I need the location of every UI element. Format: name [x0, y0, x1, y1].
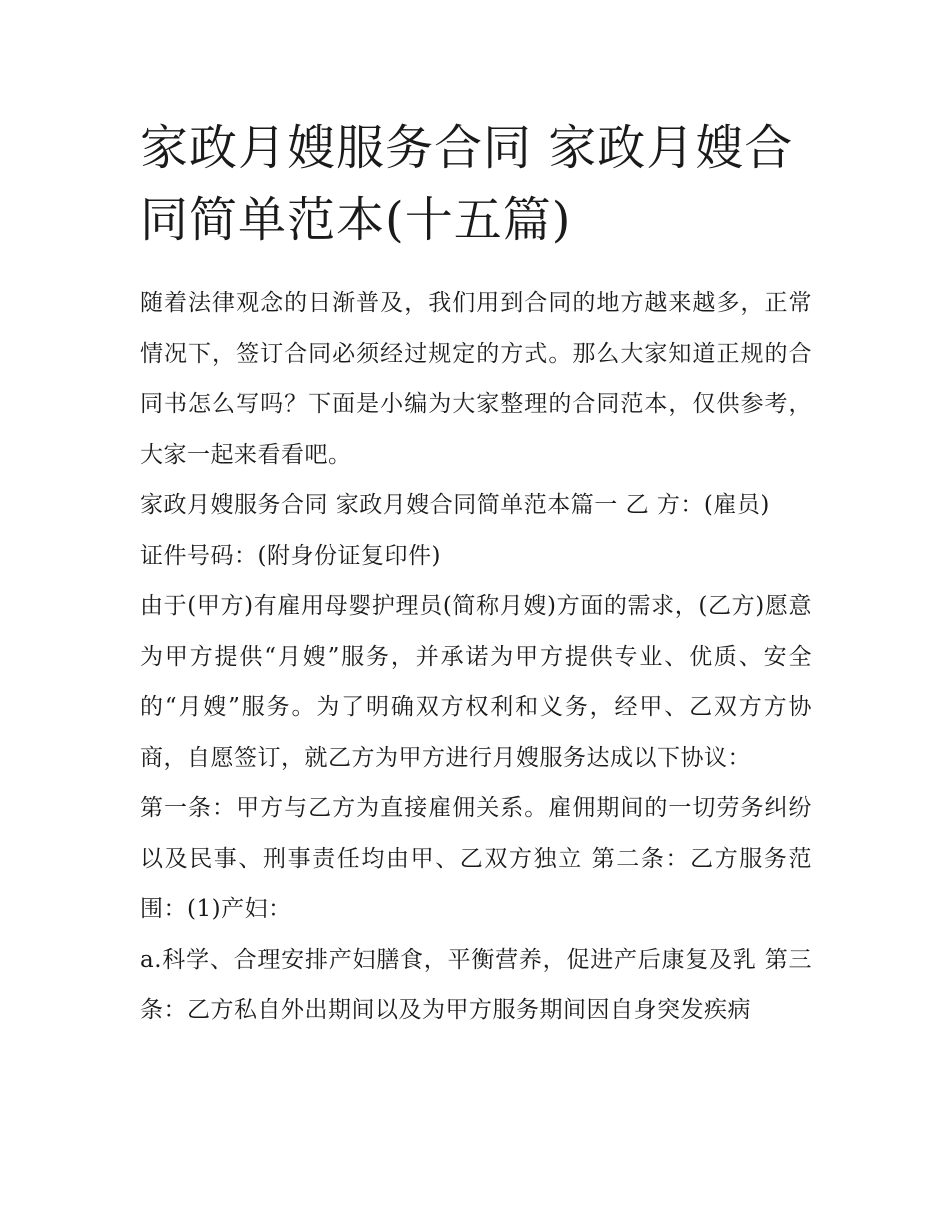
paragraph-preamble: 由于(甲方)有雇用母婴护理员(简称月嫂)方面的需求，(乙方)愿意为甲方提供“月嫂”服务，并承诺为甲方提供专业、优质、安全的“月嫂”服务。为了明确双方权利和义务，经甲、乙双方方协商，自愿签订，就乙方为甲方进行月嫂服务达成以下协议： [140, 593, 812, 771]
title-line-2: 同简单范本(十五篇) [140, 192, 572, 248]
document-title [140, 112, 820, 256]
paragraph-intro: 随着法律观念的日渐普及，我们用到合同的地方越来越多，正常情况下，签订合同必须经过规定的方式。那么大家知道正规的合同书怎么写吗？下面是小编为大家整理的合同范本，仅供参考，大家一起来看看吧。 [140, 290, 812, 468]
title-line-1: 家政月嫂服务合同 家政月嫂合 [140, 120, 794, 176]
paragraph-article-3: a.科学、合理安排产妇膳食，平衡营养，促进产后康复及乳 第三条：乙方私自外出期间以及为甲方服务期间因自身突发疾病 [140, 946, 812, 1023]
document-body [140, 278, 812, 1036]
paragraph-id-number: 证件号码：(附身份证复印件) [140, 542, 441, 569]
paragraph-article-1-2: 第一条：甲方与乙方为直接雇佣关系。雇佣期间的一切劳务纠纷以及民事、刑事责任均由甲、乙双方独立 第二条：乙方服务范围：(1)产妇： [140, 795, 812, 922]
paragraph-party-b: 家政月嫂服务合同 家政月嫂合同简单范本篇一 乙 方：(雇员) [140, 492, 770, 518]
